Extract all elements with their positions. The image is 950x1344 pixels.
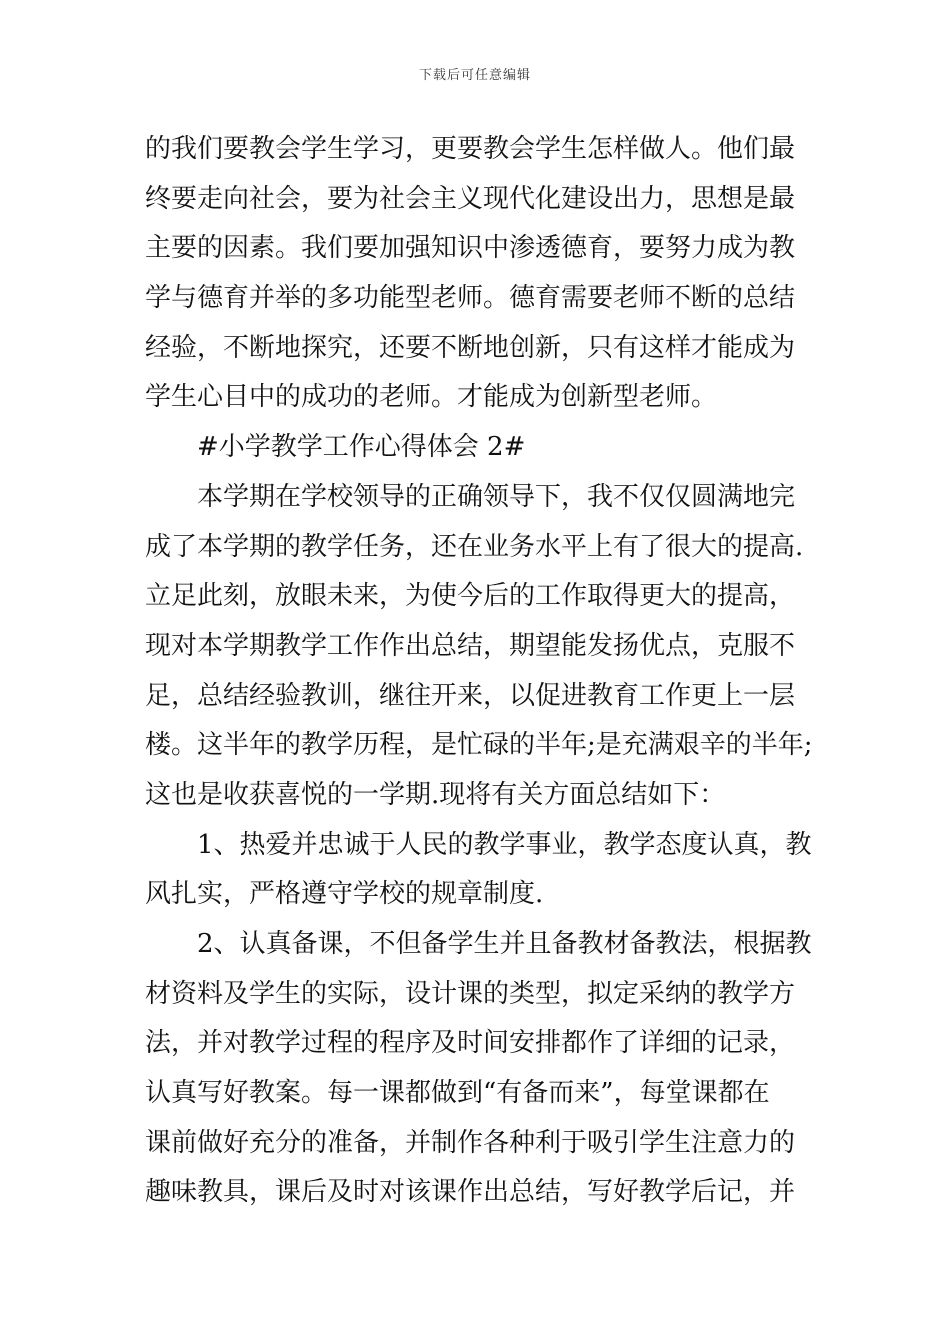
text-line: 学生心目中的成功的老师。才能成为创新型老师。 (145, 382, 718, 413)
page-header: 下载后可任意编辑 (418, 68, 531, 83)
text-line: 现对本学期教学工作作出总结，期望能发扬优点，克服不 (145, 630, 796, 661)
list-item-2: 2、认真备课，不但备学生并且备教材备教法，根据教 (197, 929, 812, 959)
text-line: 课前做好充分的准备，并制作各种利于吸引学生注意力的 (145, 1127, 796, 1158)
list-item-1: 1、热爱并忠诚于人民的教学事业，教学态度认真，教 (197, 829, 812, 860)
section-heading: #小学教学工作心得体会 2# (197, 432, 526, 463)
document-body (145, 125, 815, 1218)
text-line: 楼。这半年的教学历程，是忙碌的半年;是充满艰辛的半年; (145, 730, 813, 761)
text-line: 这也是收获喜悦的一学期.现将有关方面总结如下： (145, 779, 726, 810)
text-line: 主要的因素。我们要加强知识中渗透德育，要努力成为教 (145, 233, 796, 264)
text-line: 经验，不断地探究，还要不断地创新，只有这样才能成为 (145, 332, 796, 363)
text-line: 立足此刻，放眼未来，为使今后的工作取得更大的提高， (145, 581, 796, 612)
text-line: 材资料及学生的实际，设计课的类型，拟定采纳的教学方 (145, 978, 796, 1009)
text-line: 认真写好教案。每一课都做到“有备而来”，每堂课都在 (145, 1078, 770, 1109)
text-line: 学与德育并举的多功能型老师。德育需要老师不断的总结 (145, 283, 796, 314)
text-line: 的我们要教会学生学习，更要教会学生怎样做人。他们最 (145, 134, 796, 164)
text-line: 趣味教具，课后及时对该课作出总结，写好教学后记，并 (145, 1177, 796, 1208)
text-line: 本学期在学校领导的正确领导下，我不仅仅圆满地完 (197, 481, 796, 512)
text-line: 风扎实，严格遵守学校的规章制度. (145, 879, 544, 910)
text-line: 法，并对教学过程的程序及时间安排都作了详细的记录， (145, 1028, 796, 1059)
text-line: 足，总结经验教训，继往开来，以促进教育工作更上一层 (145, 680, 796, 711)
text-line: 成了本学期的教学任务，还在业务水平上有了很大的提高. (145, 531, 804, 562)
text-line: 终要走向社会，要为社会主义现代化建设出力，思想是最 (145, 183, 796, 214)
